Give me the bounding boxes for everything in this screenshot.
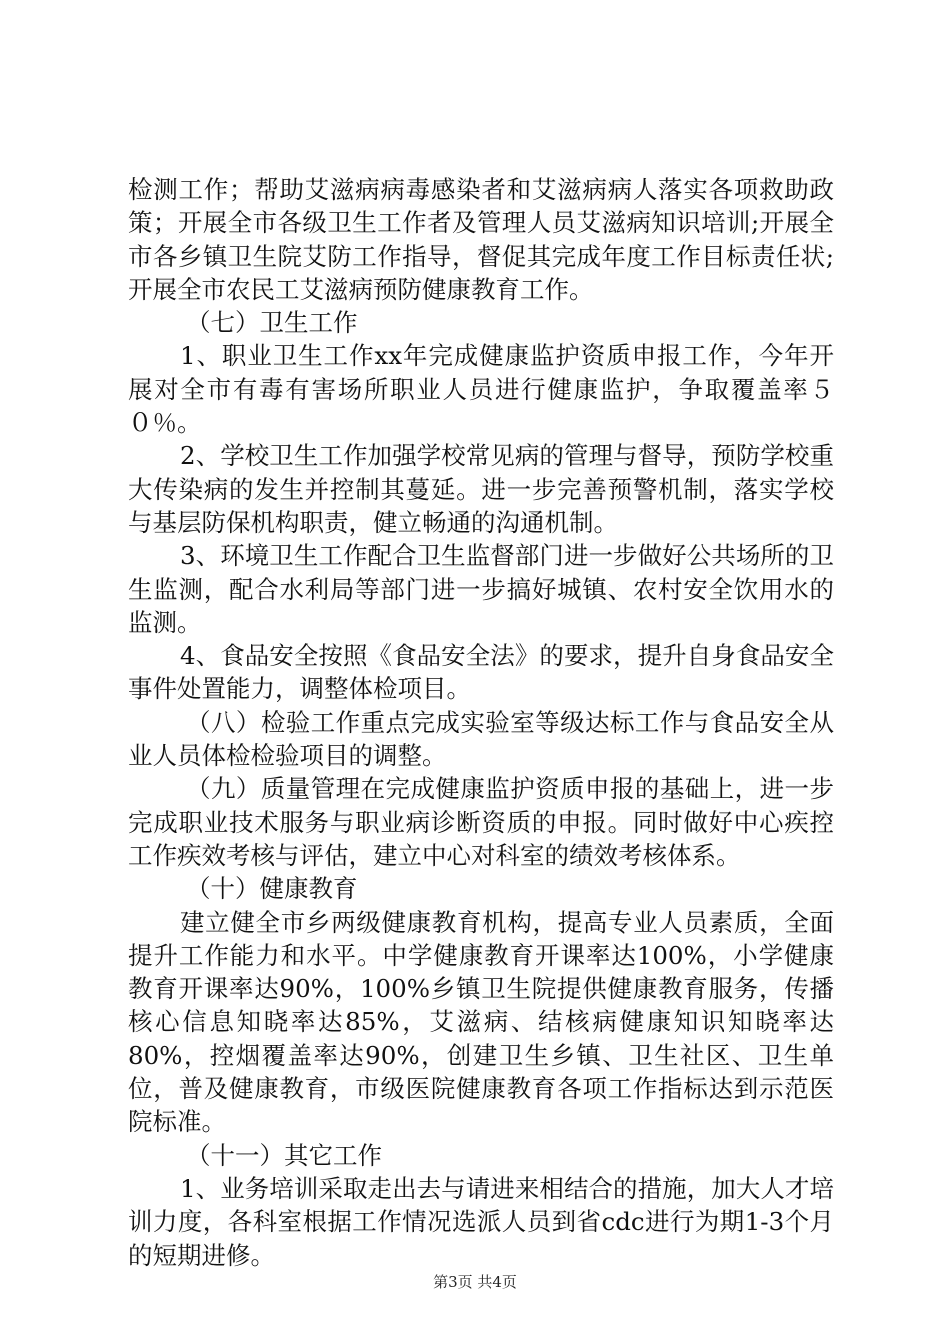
heading-health-education: （十）健康教育: [186, 874, 358, 904]
paragraph-environmental-hygiene: 3、环境卫生工作配合卫生监督部门进一步做好公共场所的卫生监测，配合水利局等部门进一步搞好城镇、农村安全饮用水的监测。: [128, 541, 834, 637]
heading-other-work: （十一）其它工作: [186, 1140, 382, 1170]
heading-hygiene-work: （七）卫生工作: [186, 308, 358, 338]
paragraph-food-safety: 4、食品安全按照《食品安全法》的要求，提升自身食品安全事件处置能力，调整体检项目。: [128, 641, 834, 704]
paragraph-health-education: 建立健全市乡两级健康教育机构，提高专业人员素质，全面提升工作能力和水平。中学健康教育开课率达100%，小学健康教育开课率达90%，100%乡镇卫生院提供健康教育服务，传播核心信息知晓率达85%，艾滋病、结核病健康知识知晓率达80%，控烟覆盖率达90%，创建卫生乡镇、卫生社区、卫生单位，普及健康教育，市级医院健康教育各项工作指标达到示范医院标准。: [128, 907, 834, 1137]
paragraph-aids-work-continued: 检测工作；帮助艾滋病病毒感染者和艾滋病病人落实各项救助政策；开展全市各级卫生工作者及管理人员艾滋病知识培训;开展全市各乡镇卫生院艾防工作指导，督促其完成年度工作目标责任状;开展全市农民工艾滋病预防健康教育工作。: [128, 175, 834, 304]
page-footer: 第3页 共4页: [433, 1273, 517, 1291]
paragraph-school-hygiene: 2、学校卫生工作加强学校常见病的管理与督导，预防学校重大传染病的发生并控制其蔓延。进一步完善预警机制，落实学校与基层防保机构职责，健立畅通的沟通机制。: [128, 441, 834, 537]
paragraph-quality-management: （九）质量管理在完成健康监护资质申报的基础上，进一步完成职业技术服务与职业病诊断资质的申报。同时做好中心疾控工作疾效考核与评估，建立中心对科室的绩效考核体系。: [128, 774, 834, 870]
paragraph-inspection-work: （八）检验工作重点完成实验室等级达标工作与食品安全从业人员体检检验项目的调整。: [128, 707, 834, 771]
paragraph-training: 1、业务培训采取走出去与请进来相结合的措施，加大人才培训力度，各科室根据工作情况选派人员到省cdc进行为期1-3个月的短期进修。: [128, 1173, 834, 1270]
document-body: [128, 173, 834, 1272]
paragraph-occupational-hygiene: 1、职业卫生工作xx年完成健康监护资质申报工作，今年开展对全市有毒有害场所职业人员进行健康监护，争取覆盖率５０％。: [128, 341, 834, 438]
